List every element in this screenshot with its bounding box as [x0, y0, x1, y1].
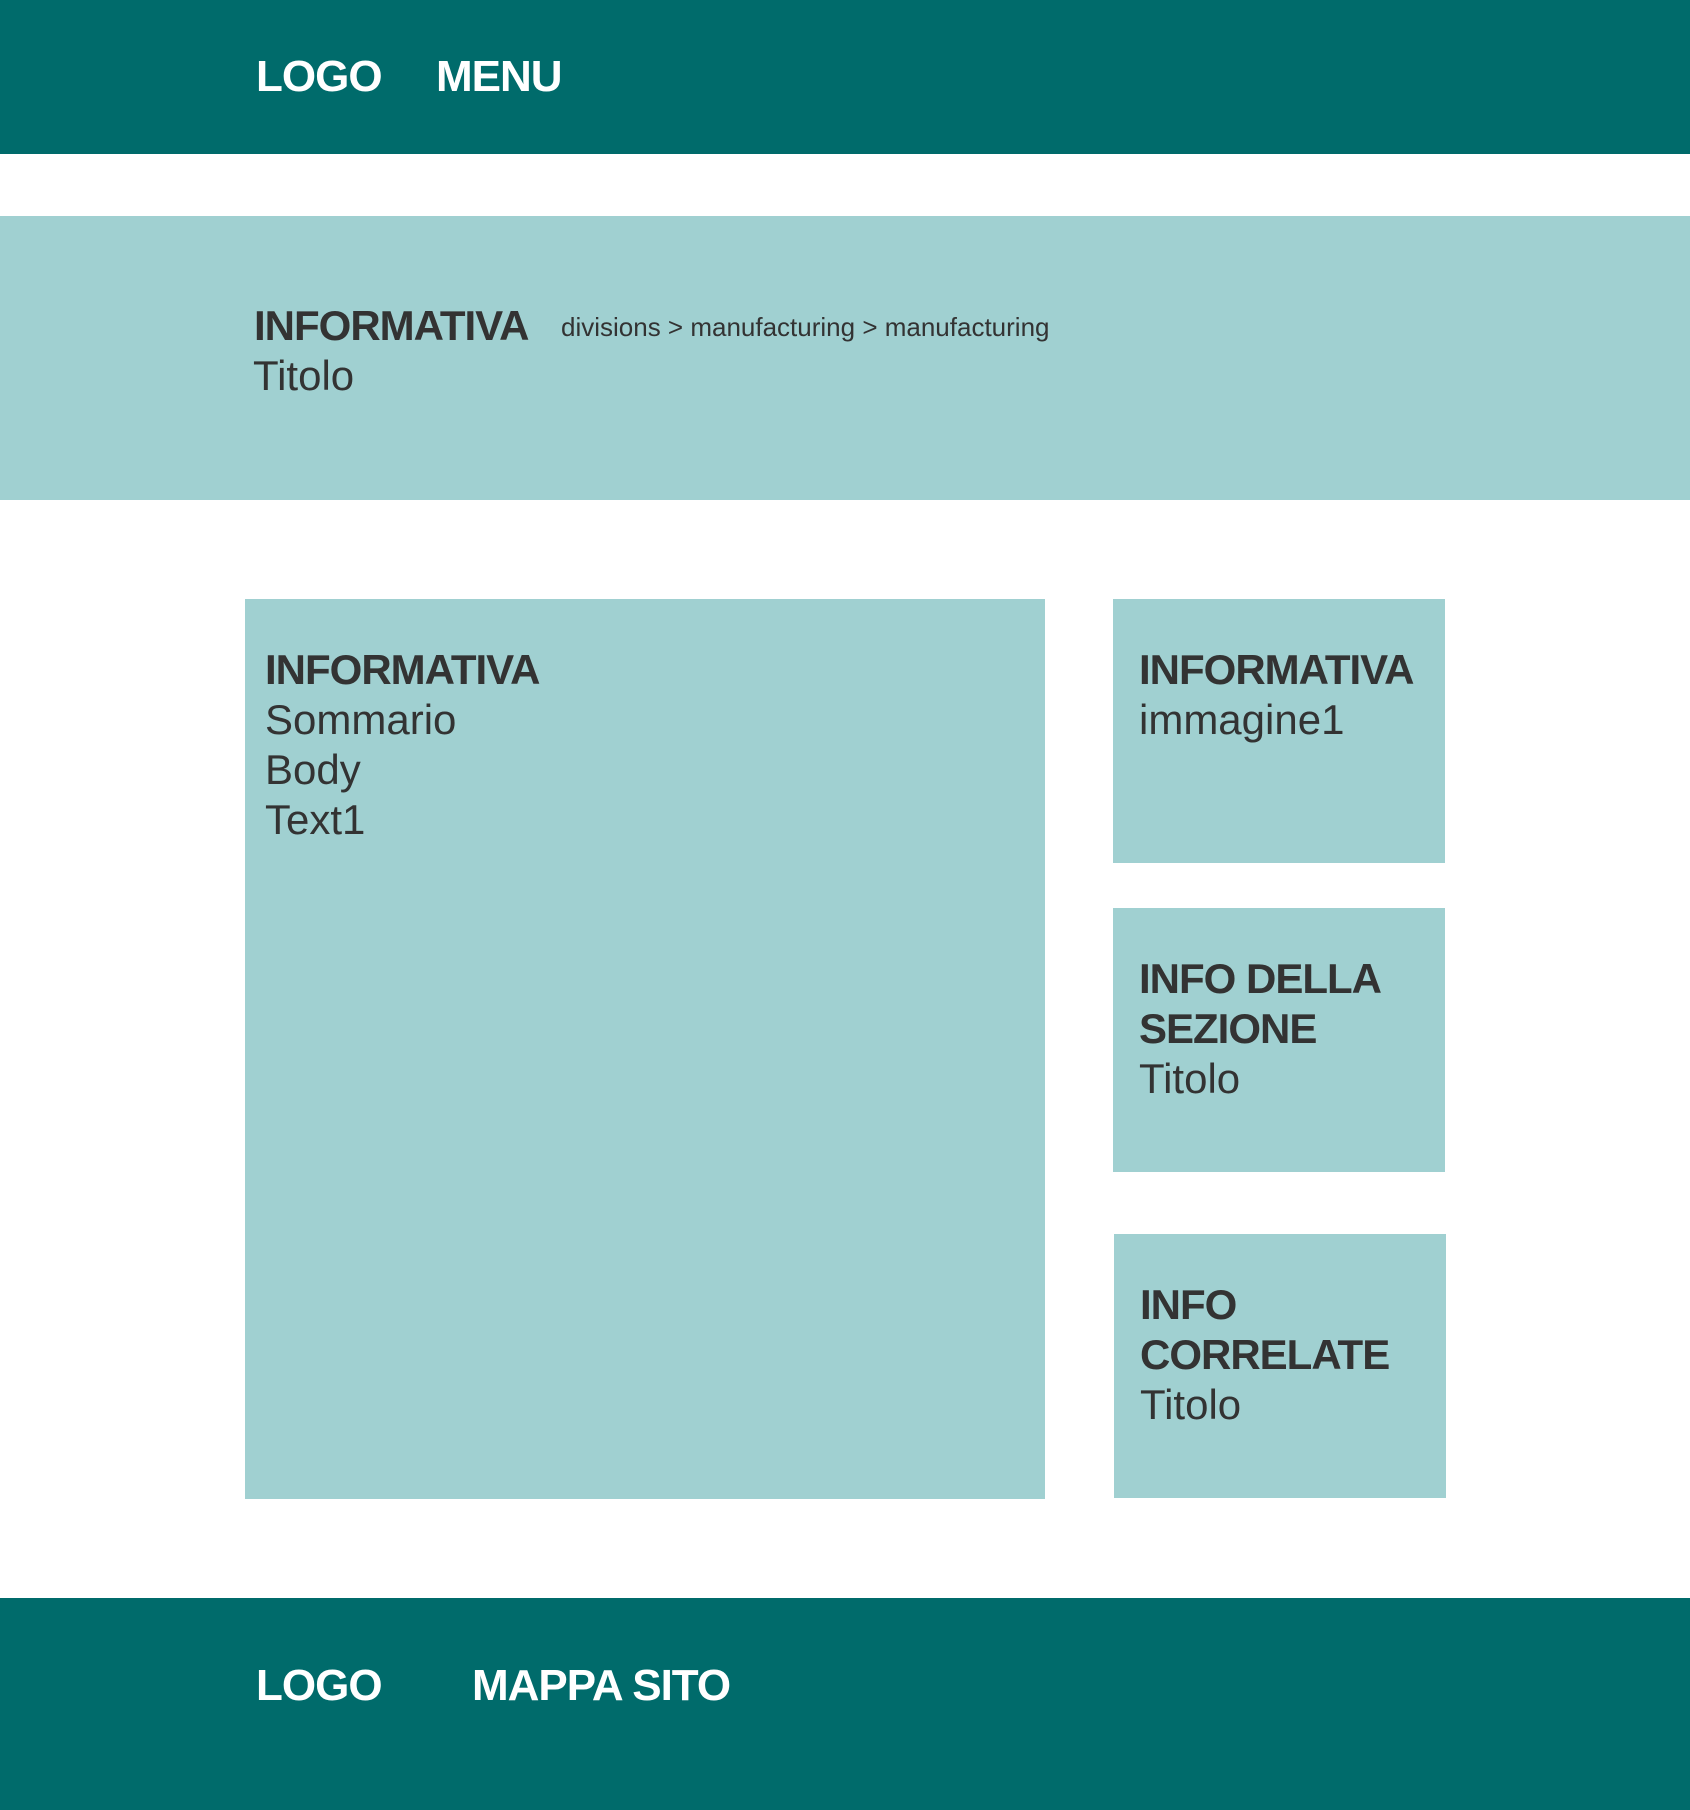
main-card-body: Body: [265, 746, 361, 793]
header-menu-button[interactable]: MENU: [436, 52, 562, 101]
side-card-text: Titolo: [1140, 1381, 1242, 1428]
side-card-section-info: [1113, 908, 1445, 1172]
main-content-card: [245, 599, 1045, 1499]
top-navbar: [0, 0, 1690, 154]
banner-section-label: INFORMATIVA: [254, 302, 529, 349]
header-logo[interactable]: LOGO: [256, 52, 382, 101]
footer-sitemap-link[interactable]: MAPPA SITO: [472, 1661, 731, 1710]
main-card-summary: Sommario: [265, 696, 457, 743]
main-card-heading: INFORMATIVA: [265, 646, 540, 693]
footer-logo[interactable]: LOGO: [256, 1661, 382, 1710]
side-card-heading: CORRELATE: [1140, 1331, 1390, 1378]
side-card-heading: INFORMATIVA: [1139, 646, 1414, 693]
breadcrumb[interactable]: divisions > manufacturing > manufacturing: [561, 312, 1050, 342]
main-card-text: Text1: [265, 796, 366, 843]
footer: [0, 1598, 1690, 1810]
side-card-heading: SEZIONE: [1139, 1005, 1317, 1052]
side-card-text: immagine1: [1139, 696, 1345, 743]
side-card-related-info: [1114, 1234, 1446, 1498]
side-card-image: [1113, 599, 1445, 863]
side-card-heading: INFO: [1140, 1281, 1237, 1328]
side-card-heading: INFO DELLA: [1139, 955, 1381, 1002]
side-card-text: Titolo: [1139, 1055, 1241, 1102]
page-title: Titolo: [253, 352, 355, 399]
